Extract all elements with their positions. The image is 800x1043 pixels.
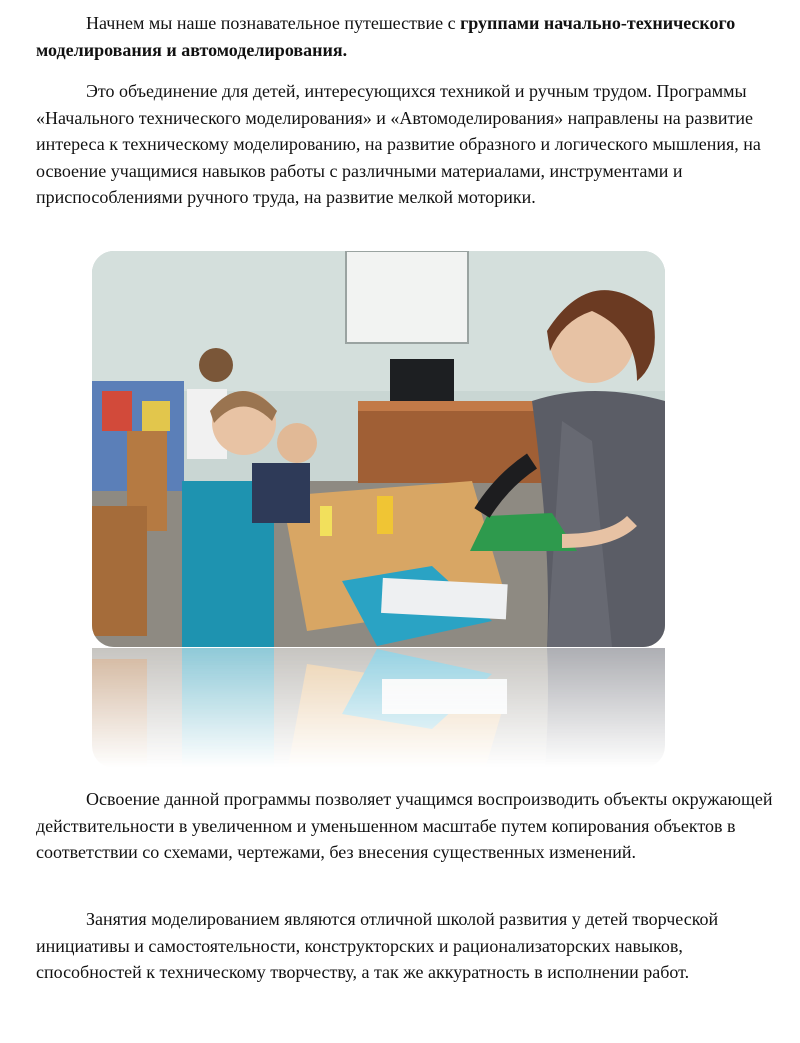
intro-paragraph — [36, 10, 776, 63]
mastery-paragraph: Освоение данной программы позволяет учащимся воспроизводить объекты окружающей действительности в увеличенном и уменьшенном масштабе путем копирования объектов в соответствии со схемами, чертежами, без внесения существенных изменений. — [36, 789, 773, 862]
classroom-photo — [92, 251, 665, 647]
classroom-photo-reflection — [92, 648, 665, 768]
intro-bold-text: группами начально-технического моделирования и автомоделирования. — [36, 13, 736, 60]
description-paragraph: Это объединение для детей, интересующихся техникой и ручным трудом. Программы «Начального технического моделирования» и «Автомоделирования» направлены на развитие интереса к техническому моделированию, на развитие образного и логического мышления, на освоение учащимися навыков работы с различными материалами, инструментами и приспособлениями ручного труда, на развитие мелкой моторики. — [36, 81, 761, 207]
benefits-paragraph: Занятия моделированием являются отличной школой развития у детей творческой инициативы и самостоятельности, конструкторских и рационализаторских навыков, способностей к техническому творчеству, а так же аккуратность в исполнении работ. — [36, 909, 719, 982]
intro-lead-text: Начнем мы наше познавательное путешествие с — [86, 13, 461, 33]
